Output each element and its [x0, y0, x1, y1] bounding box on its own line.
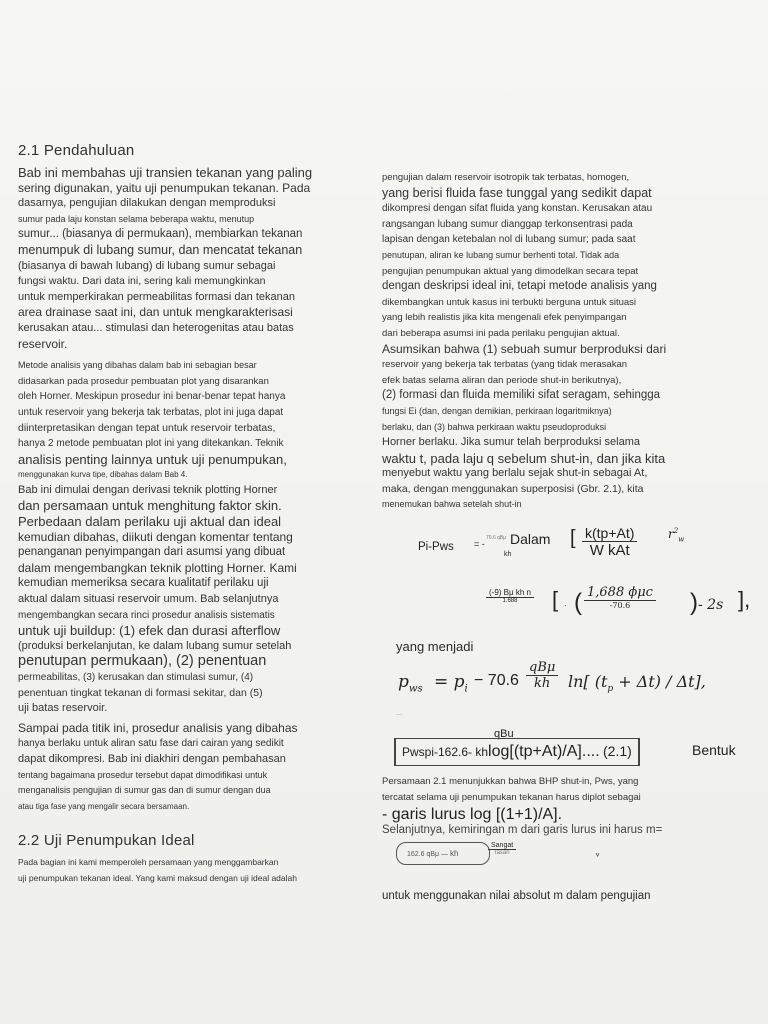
text-line: (biasanya di bawah lubang) di lubang sumur sebagai	[18, 259, 276, 272]
text-line: oleh Horner. Meskipun prosedur ini benar-benar tepat hanya	[18, 391, 286, 403]
eq4-number: (2.1)	[603, 743, 632, 760]
text-line: rangsangan lubang sumur dianggap terkonsentrasi pada	[382, 218, 633, 230]
eq3-pi: = $p_i$	[434, 672, 468, 695]
eq2-tail: - 2s	[698, 597, 724, 614]
text-line: sumur pada laju konstan selama beberapa waktu, menutup	[18, 213, 255, 224]
text-line: kerusakan atau... stimulasi dan heterogenitas atau batas	[18, 321, 294, 334]
text-line: Perbedaan dalam perilaku uji aktual dan ideal	[18, 514, 282, 530]
text-line: maka, dengan menggunakan superposisi (Gbr. 2.1), kita	[382, 482, 644, 495]
equation-pws-horner	[382, 660, 754, 712]
eq1-kh: kh	[504, 551, 512, 559]
slope-box: 162.6 qBμ — kh	[396, 842, 490, 865]
text-line: dari beberapa asumsi ini pada perilaku pengujian aktual.	[382, 327, 620, 339]
slope-tail: ᵥ	[596, 848, 600, 860]
text-line: menemukan bahwa setelah shut-in	[382, 499, 522, 510]
eq4-label: Pwspi-162.6- kh	[402, 745, 489, 760]
eq1-dalam: Dalam	[510, 531, 551, 548]
eq2-bracket-close: ],	[738, 587, 751, 613]
paragraph-ideal-reservoir	[382, 170, 754, 342]
text-line: (produksi berkelanjutan, ke dalam lubang sumur setelah	[18, 639, 292, 652]
text-line: kemudian memeriksa secara kualitatif perilaku uji	[18, 577, 269, 590]
text-line: hanya berlaku untuk aliran satu fase dari cairan yang sedikit	[18, 738, 284, 750]
text-line: untuk uji buildup: (1) efek dan durasi afterflow	[18, 623, 281, 639]
text-line: sumur... (biasanya di permukaan), membiarkan tekanan	[18, 228, 303, 241]
paragraph-method	[18, 358, 378, 483]
text-line: diinterpretasikan dengan tepat untuk reservoir terbatas,	[18, 421, 276, 434]
text-line: tentang bagaimana prosedur tersebut dapat dimodifikasi untuk	[18, 769, 268, 780]
text-line: fungsi waktu. Dari data ini, sering kali memungkinkan	[18, 275, 266, 288]
text-line: atau tiga fase yang mengalir secara bersamaan.	[18, 801, 190, 811]
text-line: analisis penting lainnya untuk uji penumpukan,	[18, 451, 287, 467]
text-line: Persamaan 2.1 menunjukkan bahwa BHP shut-in, Pws, yang	[382, 776, 639, 788]
text-line: uji penumpukan tekanan ideal. Yang kami maksud dengan uji ideal adalah	[18, 872, 297, 883]
right-column	[382, 170, 754, 902]
paragraph-assumptions	[382, 342, 754, 514]
section-heading-2-2: 2.2 Uji Penumpukan Ideal	[18, 832, 195, 850]
text-line: menumpuk di lubang sumur, dan mencatat tekanan	[18, 242, 303, 257]
text-line: uji batas reservoir.	[18, 702, 108, 715]
text-final-line: untuk menggunakan nilai absolut m dalam pengujian	[382, 890, 651, 903]
paragraph-intro	[18, 165, 378, 352]
eq3-fraction: $\frac{\text{qBμ}}{kh}$	[526, 660, 558, 691]
equation-pi-pws	[382, 523, 754, 579]
slope-fraction: $\frac{\text{Sangat}}{\text{rasan}}$	[488, 840, 516, 858]
text-line: aktual dalam situasi reservoir umum. Bab selanjutnya	[18, 593, 279, 606]
eq2-dot: ·	[564, 601, 567, 611]
text-line: dan persamaan untuk menghitung faktor skin.	[18, 498, 282, 514]
faint-mark: —	[396, 712, 402, 719]
eq1-frac-den: W kAt	[589, 542, 630, 560]
eq1-tiny: 70.6 qBμ	[486, 535, 507, 542]
eq2-paren-close: )	[690, 589, 698, 617]
text-line: pengujian dalam reservoir isotropik tak terbatas, homogen,	[382, 172, 630, 183]
text-line: mengembangkan secara rinci prosedur analisis sistematis	[18, 609, 275, 621]
paragraph-eq-2-1	[382, 774, 754, 805]
eq3-lhs: $p_{ws}$	[398, 672, 423, 695]
section-heading-2-1: 2.1 Pendahuluan	[18, 142, 135, 159]
text-line: dikembangkan untuk kasus ini terbukti berguna untuk situasi	[382, 296, 637, 308]
text-line: dikompresi dengan sifat fluida yang konstan. Kerusakan atau	[382, 203, 653, 215]
text-line: sering digunakan, yaitu uji penumpukan tekanan. Pada	[18, 180, 311, 195]
text-line: lapisan dengan ketebalan nol di lubang sumur; pada saat	[382, 234, 636, 246]
text-line: tercatat selama uji penumpukan tekanan harus diplot sebagai	[382, 791, 641, 803]
text-line: menggunakan kurva tipe, dibahas dalam Bab 4.	[18, 470, 188, 480]
eq1-rw: $r^2_w$	[668, 527, 685, 544]
text-line: dengan deskripsi ideal ini, tetapi metode analisis yang	[382, 280, 657, 293]
text-selanjutnya: Selanjutnya, kemiringan m dari garis lurus ini harus m=	[382, 824, 663, 837]
text-line: berlaku, dan (3) bahwa perkiraan waktu pseudoproduksi	[382, 421, 607, 432]
text-line: Metode analisis yang dibahas dalam bab ini sebagian besar	[18, 360, 257, 371]
eq1-coef: = -	[474, 539, 485, 550]
text-line: dapat dikompresi. Bab ini diakhiri dengan pembahasan	[18, 752, 286, 765]
text-line: penutupan permukaan), (2) penentuan	[18, 654, 267, 670]
text-line: Asumsikan bahwa (1) sebuah sumur berproduksi dari	[382, 341, 667, 356]
text-yang-menjadi: yang menjadi	[396, 639, 474, 655]
eq4-sup: qBu	[494, 728, 514, 741]
text-line: Bab ini membahas uji transien tekanan yang paling	[18, 165, 313, 180]
eq4-box	[394, 738, 640, 766]
text-line: penanganan penyimpangan dari asumsi yang dibuat	[18, 546, 286, 559]
text-line: pengujian penumpukan aktual yang dimodelkan secara tepat	[382, 265, 639, 277]
eq1-bracket-open: [	[570, 527, 576, 550]
text-line: efek batas selama aliran dan periode shut-in berikutnya),	[382, 374, 622, 386]
left-column	[18, 142, 378, 887]
text-line: untuk reservoir yang bekerja tak terbatas, plot ini juga dapat	[18, 406, 284, 418]
text-line: kemudian dibahas, diikuti dengan komentar tentang	[18, 529, 293, 544]
text-line: reservoir yang bekerja tak terbatas (yang tidak merasakan	[382, 359, 628, 371]
paragraph-single-phase	[18, 721, 378, 815]
text-line: (2) formasi dan fluida memiliki sifat seragam, sehingga	[382, 389, 661, 402]
eq4-body: log[(tp+At)/A]....	[488, 743, 600, 761]
text-line: penutupan, aliran ke lubang sumur berhenti total. Tidak ada	[382, 249, 620, 260]
text-line: Pada bagian ini kami memperoleh persamaan yang menggambarkan	[18, 857, 279, 868]
text-line: permeabilitas, (3) kerusakan dan stimulasi sumur, (4)	[18, 672, 254, 683]
text-line: fungsi Ei (dan, dengan demikian, perkiraan logaritmiknya)	[382, 405, 612, 416]
text-line: Horner berlaku. Jika sumur telah berproduksi selama	[382, 436, 641, 449]
text-line: didasarkan pada prosedur pembuatan plot yang disarankan	[18, 375, 269, 387]
text-line: untuk memperkirakan permeabilitas formasi dan tekanan	[18, 290, 295, 303]
paragraph-chapter-outline	[18, 483, 378, 717]
text-line: Sampai pada titik ini, prosedur analisis yang dibahas	[18, 720, 298, 735]
text-line: dalam mengembangkan teknik plotting Horner. Kami	[18, 560, 297, 575]
equation-expanded	[382, 583, 754, 633]
eq2-paren-open: (	[574, 589, 582, 617]
text-line: menganalisis pengujian di sumur gas dan di sumur dengan dua	[18, 785, 271, 796]
text-line: yang berisi fluida fase tunggal yang sedikit dapat	[382, 185, 652, 200]
text-line: Bab ini dimulai dengan derivasi teknik plotting Horner	[18, 483, 278, 496]
eq3-coef: − 70.6	[474, 672, 519, 690]
text-line: hanya 2 metode pembuatan plot ini yang ditekankan. Teknik	[18, 438, 284, 450]
text-line: waktu t, pada laju q sebelum shut-in, dan jika kita	[382, 450, 666, 466]
eq1-lhs: Pi-Pws	[418, 541, 454, 554]
text-line: penentuan tingkat tekanan di formasi sekitar, dan (5)	[18, 686, 263, 699]
eq2-inner: $\frac{\text{1,688 ϕμc}}{-70.6}$	[584, 585, 656, 610]
eq2-bracket: [	[552, 587, 559, 613]
eq2-lead: $\frac{\text{(-9) Bμ kh n}}{1.688}$	[486, 587, 534, 605]
text-line: reservoir.	[18, 336, 68, 351]
paragraph-ideal-test	[18, 855, 378, 886]
text-line: yang lebih realistis jika kita mengenali efek penyimpangan	[382, 312, 627, 324]
text-garis-lurus: - garis lurus log [(1+1)/A].	[382, 806, 563, 824]
eq4-after: Bentuk	[692, 742, 736, 759]
text-line: area drainase saat ini, dan untuk mengkarakterisasi	[18, 305, 293, 320]
eq3-log: ln[ $(t_p + \Delta t) / \Delta t$],	[568, 672, 706, 695]
equation-slope	[382, 838, 754, 884]
equation-2-1	[382, 728, 754, 774]
eq1-frac-num: k(tp+At)	[582, 525, 637, 542]
eq1-fraction	[582, 525, 637, 559]
text-line: menyebut waktu yang berlalu sejak shut-in sebagai At,	[382, 467, 648, 480]
text-line: dasarnya, pengujian dilakukan dengan memproduksi	[18, 197, 276, 210]
